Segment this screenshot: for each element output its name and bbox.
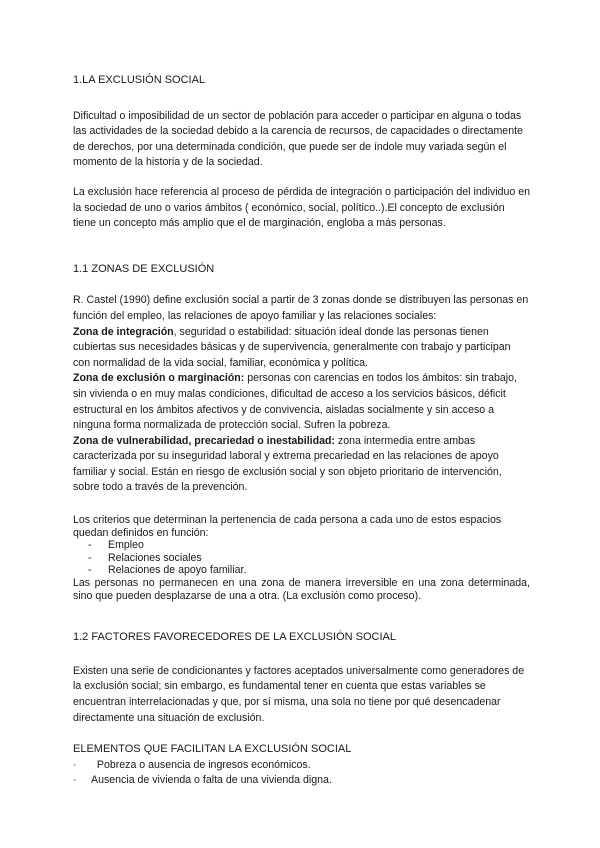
list-item: [73, 773, 530, 789]
elementos-list: [73, 758, 530, 789]
list-item-text: Relaciones sociales: [108, 551, 202, 564]
zona-vulnerabilidad-text: zona intermedia entre ambas caracterizada por su inseguridad laboral y extrema precariedad en las relaciones de apoyo familiar y social. Están en riesgo de exclusión social y son objeto prioritario de intervención, sobre todo a través de la prevención.: [73, 434, 502, 494]
list-item-text: Ausencia de vivienda o falta de una vivienda digna.: [91, 774, 332, 787]
dash-marker: -: [88, 551, 92, 564]
section-1-1-title: 1.1 ZONAS DE EXCLUSIÓN: [73, 262, 215, 275]
list-item-text: Pobreza o ausencia de ingresos económicos.: [91, 758, 311, 771]
section-1-2-paragraph: Existen una serie de condicionantes y factores aceptados universalmente como generadores de la exclusión social; sin embargo, es fundamental tener en cuenta que estas variables se encuentran interrelacionadas y que, por sí misma, una sola no tiene por qué desencadenar directamente una situación de exclusión.: [73, 664, 525, 724]
bullet-marker: ·: [73, 774, 77, 787]
zona-exclusion-text: personas con carencias en todos los ámbitos: sin trabajo, sin vivienda o en muy malas condiciones, dificultad de acceso a los servicios básicos, déficit estructural en los ámbitos afectivos y de convivencia, aisladas socialmente y sin acceso a ninguna forma normalizada de protección social. Sufren la pobreza.: [73, 372, 517, 432]
criterios-paragraph: Los criterios que determinan la pertenencia de cada persona a cada uno de estos espacios quedan definidos en función:: [73, 514, 502, 539]
dash-marker: -: [88, 564, 92, 577]
zona-integracion-label: Zona de integración: [73, 325, 174, 338]
zona-integracion: [73, 325, 530, 372]
section-1-paragraph-1: Dificultad o imposibilidad de un sector de población para acceder o participar en alguna o todas las actividades de la sociedad debido a la carencia de recursos, de capacidades o directamente de derechos, por una determinada condición, que puede ser de índole muy variada según el momento de la historia y de la sociedad.: [73, 109, 523, 169]
dash-marker: -: [88, 539, 92, 552]
list-item-text: Empleo: [108, 539, 144, 552]
section-1-1-intro: R. Castel (1990) define exclusión social a partir de 3 zonas donde se distribuyen las personas en función del empleo, las relaciones de apoyo familiar y las relaciones sociales:: [73, 294, 529, 322]
zona-exclusion: [73, 371, 530, 433]
list-item-text: Relaciones de apoyo familiar.: [108, 564, 247, 577]
list-item: [73, 758, 530, 774]
list-item: [73, 564, 530, 577]
list-item: [73, 552, 530, 565]
section-1-2-title: 1.2 FACTORES FAVORECEDORES DE LA EXCLUSIÓN SOCIAL: [73, 631, 396, 644]
zona-vulnerabilidad: [73, 434, 530, 496]
section-1-title: 1.LA EXCLUSIÓN SOCIAL: [73, 74, 206, 86]
elementos-title: ELEMENTOS QUE FACILITAN LA EXCLUSIÓN SOCIAL: [73, 743, 352, 756]
section-1-paragraph-2: La exclusión hace referencia al proceso de pérdida de integración o participación del individuo en la sociedad de uno o varios ámbitos ( económico, social, político..).El concepto de exclusión tiene un concepto más amplio que el de marginación, engloba a más personas.: [73, 185, 531, 230]
zona-exclusion-label: Zona de exclusión o marginación:: [73, 372, 245, 385]
zona-integracion-text: , seguridad o estabilidad: situación ideal donde las personas tienen cubiertas sus necesidades básicas y de supervivencia, generalmente con trabajo y participan con normalidad de la vida social, familiar, económica y política.: [73, 325, 511, 369]
zona-vulnerabilidad-label: Zona de vulnerabilidad, precariedad o inestabilidad:: [73, 434, 335, 447]
criterios-list: [73, 539, 530, 577]
bullet-marker: ·: [73, 758, 77, 771]
cierre-paragraph: Las personas no permanecen en una zona de manera irreversible en una zona determinada, sino que pueden desplazarse de una a otra. (La exclusión como proceso).: [73, 577, 530, 602]
list-item: [73, 539, 530, 552]
